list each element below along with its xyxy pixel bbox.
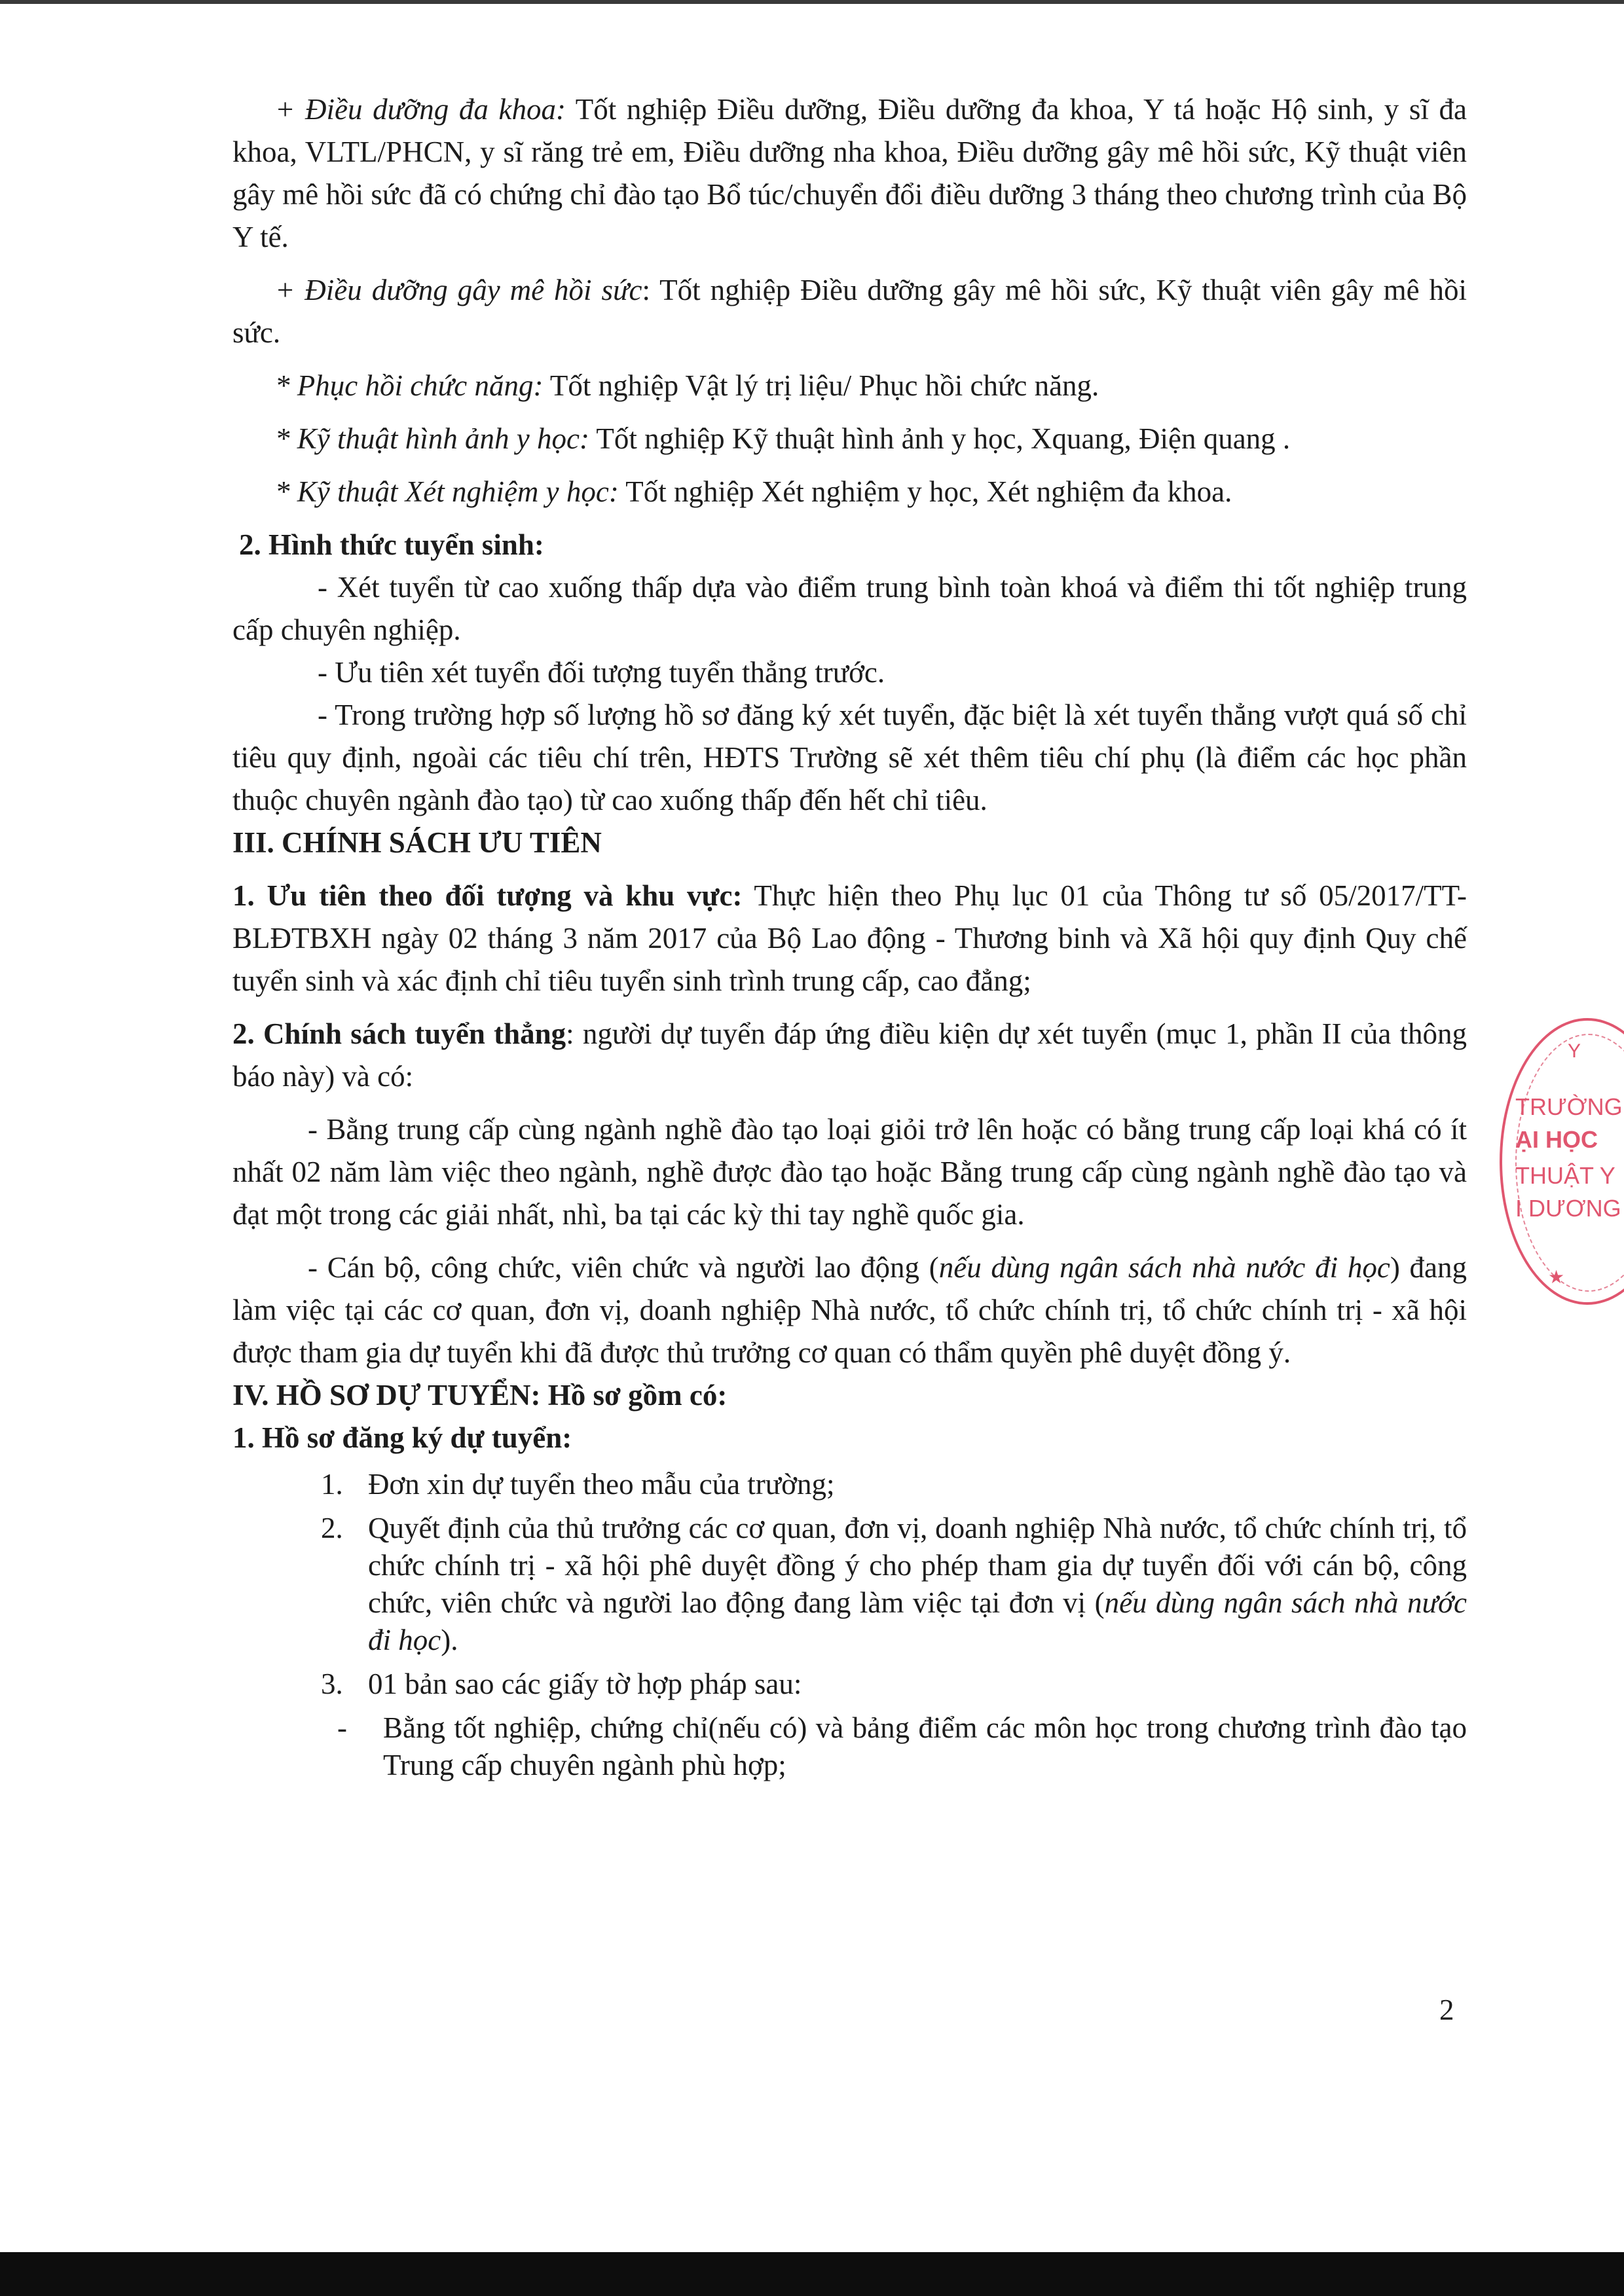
section-2-heading: 2. Hình thức tuyển sinh: bbox=[239, 528, 544, 561]
list-italic: nếu dùng ngân sách nhà nước đi học bbox=[368, 1586, 1467, 1656]
paragraph-dieu-duong-gay-me bbox=[232, 269, 1467, 354]
section-III-item-1 bbox=[232, 875, 1467, 1002]
item-label: 1. Ưu tiên theo đối tượng và khu vực: bbox=[232, 879, 743, 912]
list-item bbox=[232, 1466, 1467, 1503]
list-text: ). bbox=[441, 1624, 458, 1656]
list-item bbox=[232, 1666, 1467, 1703]
paragraph-text: Tốt nghiệp Xét nghiệm y học, Xét nghiệm đa khoa. bbox=[618, 475, 1232, 508]
section-2-item-3: - Trong trường hợp số lượng hồ sơ đăng ký xét tuyển, đặc biệt là xét tuyển thẳng vượt quá số chỉ tiêu quy định, ngoài các tiêu chí trên, HĐTS Trường sẽ xét thêm tiêu chí phụ (là điểm các học phần thuộc chuyên ngành đào tạo) từ cao xuống thấp đến hết chỉ tiêu. bbox=[232, 699, 1467, 816]
paragraph-ky-thuat-xet-nghiem bbox=[232, 471, 1467, 513]
list-number: 3. bbox=[321, 1667, 343, 1700]
paragraph-label: * Phục hồi chức năng: bbox=[275, 369, 544, 402]
sub-text: ) đang làm việc tại các cơ quan, đơn vị, doanh nghiệp Nhà nước, tổ chức chính trị, tổ chức chính trị - xã hội được tham gia dự tuyển khi đã được thủ trưởng cơ quan có thẩm quyền phê duyệt đồng ý. bbox=[232, 1251, 1467, 1369]
page-number: 2 bbox=[1439, 1994, 1454, 2026]
seal-text-line: I DƯƠNG bbox=[1515, 1195, 1621, 1222]
list-dash: - bbox=[337, 1711, 347, 1744]
paragraph-label: + Điều dưỡng gây mê hồi sức bbox=[275, 274, 642, 306]
seal-text-line: TRƯỜNG bbox=[1515, 1093, 1623, 1120]
section-III-sub-2 bbox=[232, 1247, 1467, 1374]
section-IV-sub-heading: 1. Hồ sơ đăng ký dự tuyển: bbox=[232, 1421, 572, 1454]
seal-top-letter: Y bbox=[1568, 1040, 1581, 1062]
section-III-sub-1: - Bằng trung cấp cùng ngành nghề đào tạo loại giỏi trở lên hoặc có bằng trung cấp loại khá có ít nhất 02 năm làm việc theo ngành, nghề được đào tạo hoặc Bằng trung cấp cùng ngành nghề đào tạo và đạt một trong các giải nhất, nhì, ba tại các kỳ thi tay nghề quốc gia. bbox=[232, 1113, 1467, 1231]
document-list bbox=[232, 1466, 1467, 1703]
section-III-heading: III. CHÍNH SÁCH ƯU TIÊN bbox=[232, 826, 602, 859]
paragraph-text: : Tốt nghiệp Điều dưỡng gây mê hồi sức, Kỹ thuật viên gây mê hồi sức. bbox=[232, 274, 1467, 349]
sub-italic: nếu dùng ngân sách nhà nước đi học bbox=[938, 1251, 1390, 1284]
item-text: : người dự tuyển đáp ứng điều kiện dự xét tuyển (mục 1, phần II của thông báo này) và có: bbox=[232, 1017, 1467, 1093]
list-number: 2. bbox=[321, 1512, 343, 1544]
sub-text: - Cán bộ, công chức, viên chức và người lao động ( bbox=[308, 1251, 939, 1284]
item-text: Thực hiện theo Phụ lục 01 của Thông tư số 05/2017/TT-BLĐTBXH ngày 02 tháng 3 năm 2017 của Bộ Lao động - Thương binh và Xã hội quy định Quy chế tuyển sinh và xác định chỉ tiêu tuyển sinh trình trung cấp, cao đẳng; bbox=[232, 879, 1467, 997]
seal-star-icon: ★ bbox=[1548, 1267, 1565, 1287]
section-IV-heading: IV. HỒ SƠ DỰ TUYỂN: Hồ sơ gồm có: bbox=[232, 1379, 728, 1412]
list-text: 01 bản sao các giấy tờ hợp pháp sau: bbox=[368, 1667, 802, 1700]
list-text: Bằng tốt nghiệp, chứng chỉ(nếu có) và bảng điểm các môn học trong chương trình đào tạo Trung cấp chuyên ngành phù hợp; bbox=[383, 1711, 1467, 1781]
list-text: Quyết định của thủ trưởng các cơ quan, đơn vị, doanh nghiệp Nhà nước, tổ chức chính trị, tổ chức chính trị - xã hội phê duyệt đồng ý cho phép tham gia dự tuyển đối với cán bộ, công chức, viên chức và người lao động đang làm việc tại đơn vị ( bbox=[368, 1512, 1467, 1619]
paragraph-text: Tốt nghiệp Điều dưỡng, Điều dưỡng đa khoa, Y tá hoặc Hộ sinh, y sĩ đa khoa, VLTL/PHCN, y sĩ răng trẻ em, Điều dưỡng nha khoa, Điều dưỡng gây mê hồi sức, Kỹ thuật viên gây mê hồi sức đã có chứng chỉ đào tạo Bổ túc/chuyển đổi điều dưỡng 3 tháng theo chương trình của Bộ Y tế. bbox=[232, 93, 1467, 253]
paragraph-label: + Điều dưỡng đa khoa: bbox=[275, 93, 566, 126]
paragraph-label: * Kỹ thuật hình ảnh y học: bbox=[275, 422, 589, 455]
scan-top-edge bbox=[0, 0, 1624, 4]
official-seal-stamp bbox=[1500, 1018, 1624, 1305]
paragraph-label: * Kỹ thuật Xét nghiệm y học: bbox=[275, 475, 619, 508]
dash-list-item bbox=[232, 1709, 1467, 1784]
item-label: 2. Chính sách tuyển thẳng bbox=[232, 1017, 566, 1050]
scan-bottom-edge bbox=[0, 2252, 1624, 2296]
list-item bbox=[232, 1510, 1467, 1659]
document-page bbox=[232, 88, 1467, 1784]
paragraph-text: Tốt nghiệp Vật lý trị liệu/ Phục hồi chức năng. bbox=[543, 369, 1099, 402]
section-2-item-1: - Xét tuyển từ cao xuống thấp dựa vào điểm trung bình toàn khoá và điểm thi tốt nghiệp trung cấp chuyên nghiệp. bbox=[232, 571, 1467, 646]
paragraph-text: Tốt nghiệp Kỹ thuật hình ảnh y học, Xquang, Điện quang . bbox=[589, 422, 1291, 455]
list-number: 1. bbox=[321, 1468, 343, 1501]
seal-text-line: THUẬT Y bbox=[1515, 1162, 1615, 1189]
seal-text-line: ẠI HỌC bbox=[1515, 1126, 1598, 1153]
paragraph-ky-thuat-hinh-anh bbox=[232, 418, 1467, 460]
paragraph-phuc-hoi-chuc-nang bbox=[232, 365, 1467, 407]
section-2-item-2: - Ưu tiên xét tuyển đối tượng tuyển thẳng trước. bbox=[318, 656, 885, 689]
section-III-item-2 bbox=[232, 1013, 1467, 1098]
list-text: Đơn xin dự tuyển theo mẫu của trường; bbox=[368, 1468, 835, 1501]
paragraph-dieu-duong-da-khoa bbox=[232, 88, 1467, 259]
